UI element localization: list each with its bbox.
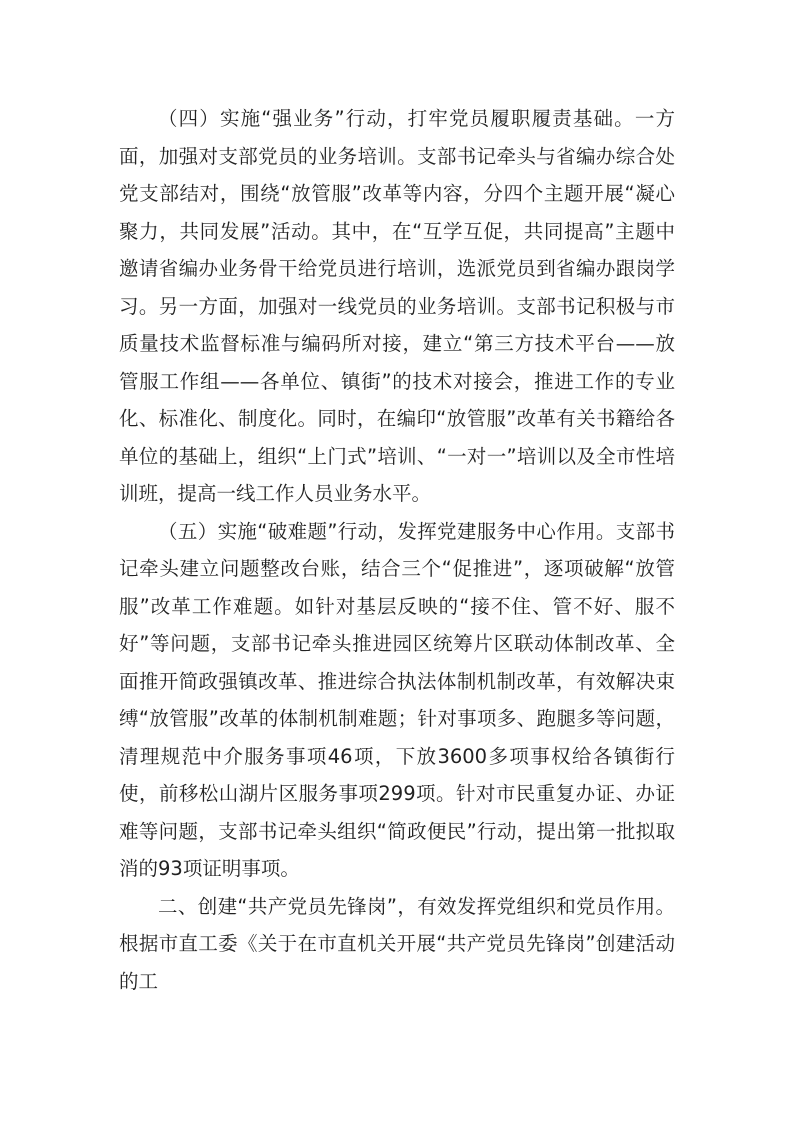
document-body [119, 100, 675, 1000]
paragraph-section-5: （五）实施“破难题”行动，发挥党建服务中心作用。支部书记牵头建立问题整改台账，结合三个“促推进”，逐项破解“放管服”改革工作难题。如针对基层反映的“接不住、管不好、服不好”等问题，支部书记牵头推进园区统筹片区联动体制改革、全面推开简政强镇改革、推进综合执法体制机制改革，有效解决束缚“放管服”改革的体制机制难题；针对事项多、跑腿多等问题，清理规范中介服务事项46项，下放3600多项事权给各镇街行使，前移松山湖片区服务事项299项。针对市民重复办证、办证难等问题，支部书记牵头组织“简政便民”行动，提出第一批拟取消的93项证明事项。 [119, 519, 675, 880]
paragraph-part-2-heading: 二、创建“共产党员先锋岗”，有效发挥党组织和党员作用。根据市直工委《关于在市直机关开展“共产党员先锋岗”创建活动的工 [119, 894, 675, 993]
paragraph-section-4: （四）实施“强业务”行动，打牢党员履职履责基础。一方面，加强对支部党员的业务培训。支部书记牵头与省编办综合处党支部结对，围绕“放管服”改革等内容，分四个主题开展“凝心聚力，共同发展”活动。其中，在“互学互促，共同提高”主题中邀请省编办业务骨干给党员进行培训，选派党员到省编办跟岗学习。另一方面，加强对一线党员的业务培训。支部书记积极与市质量技术监督标准与编码所对接，建立“第三方技术平台——放管服工作组——各单位、镇街”的技术对接会，推进工作的专业化、标准化、制度化。同时，在编印“放管服”改革有关书籍给各单位的基础上，组织“上门式”培训、“一对一”培训以及全市性培训班，提高一线工作人员业务水平。 [119, 107, 675, 505]
